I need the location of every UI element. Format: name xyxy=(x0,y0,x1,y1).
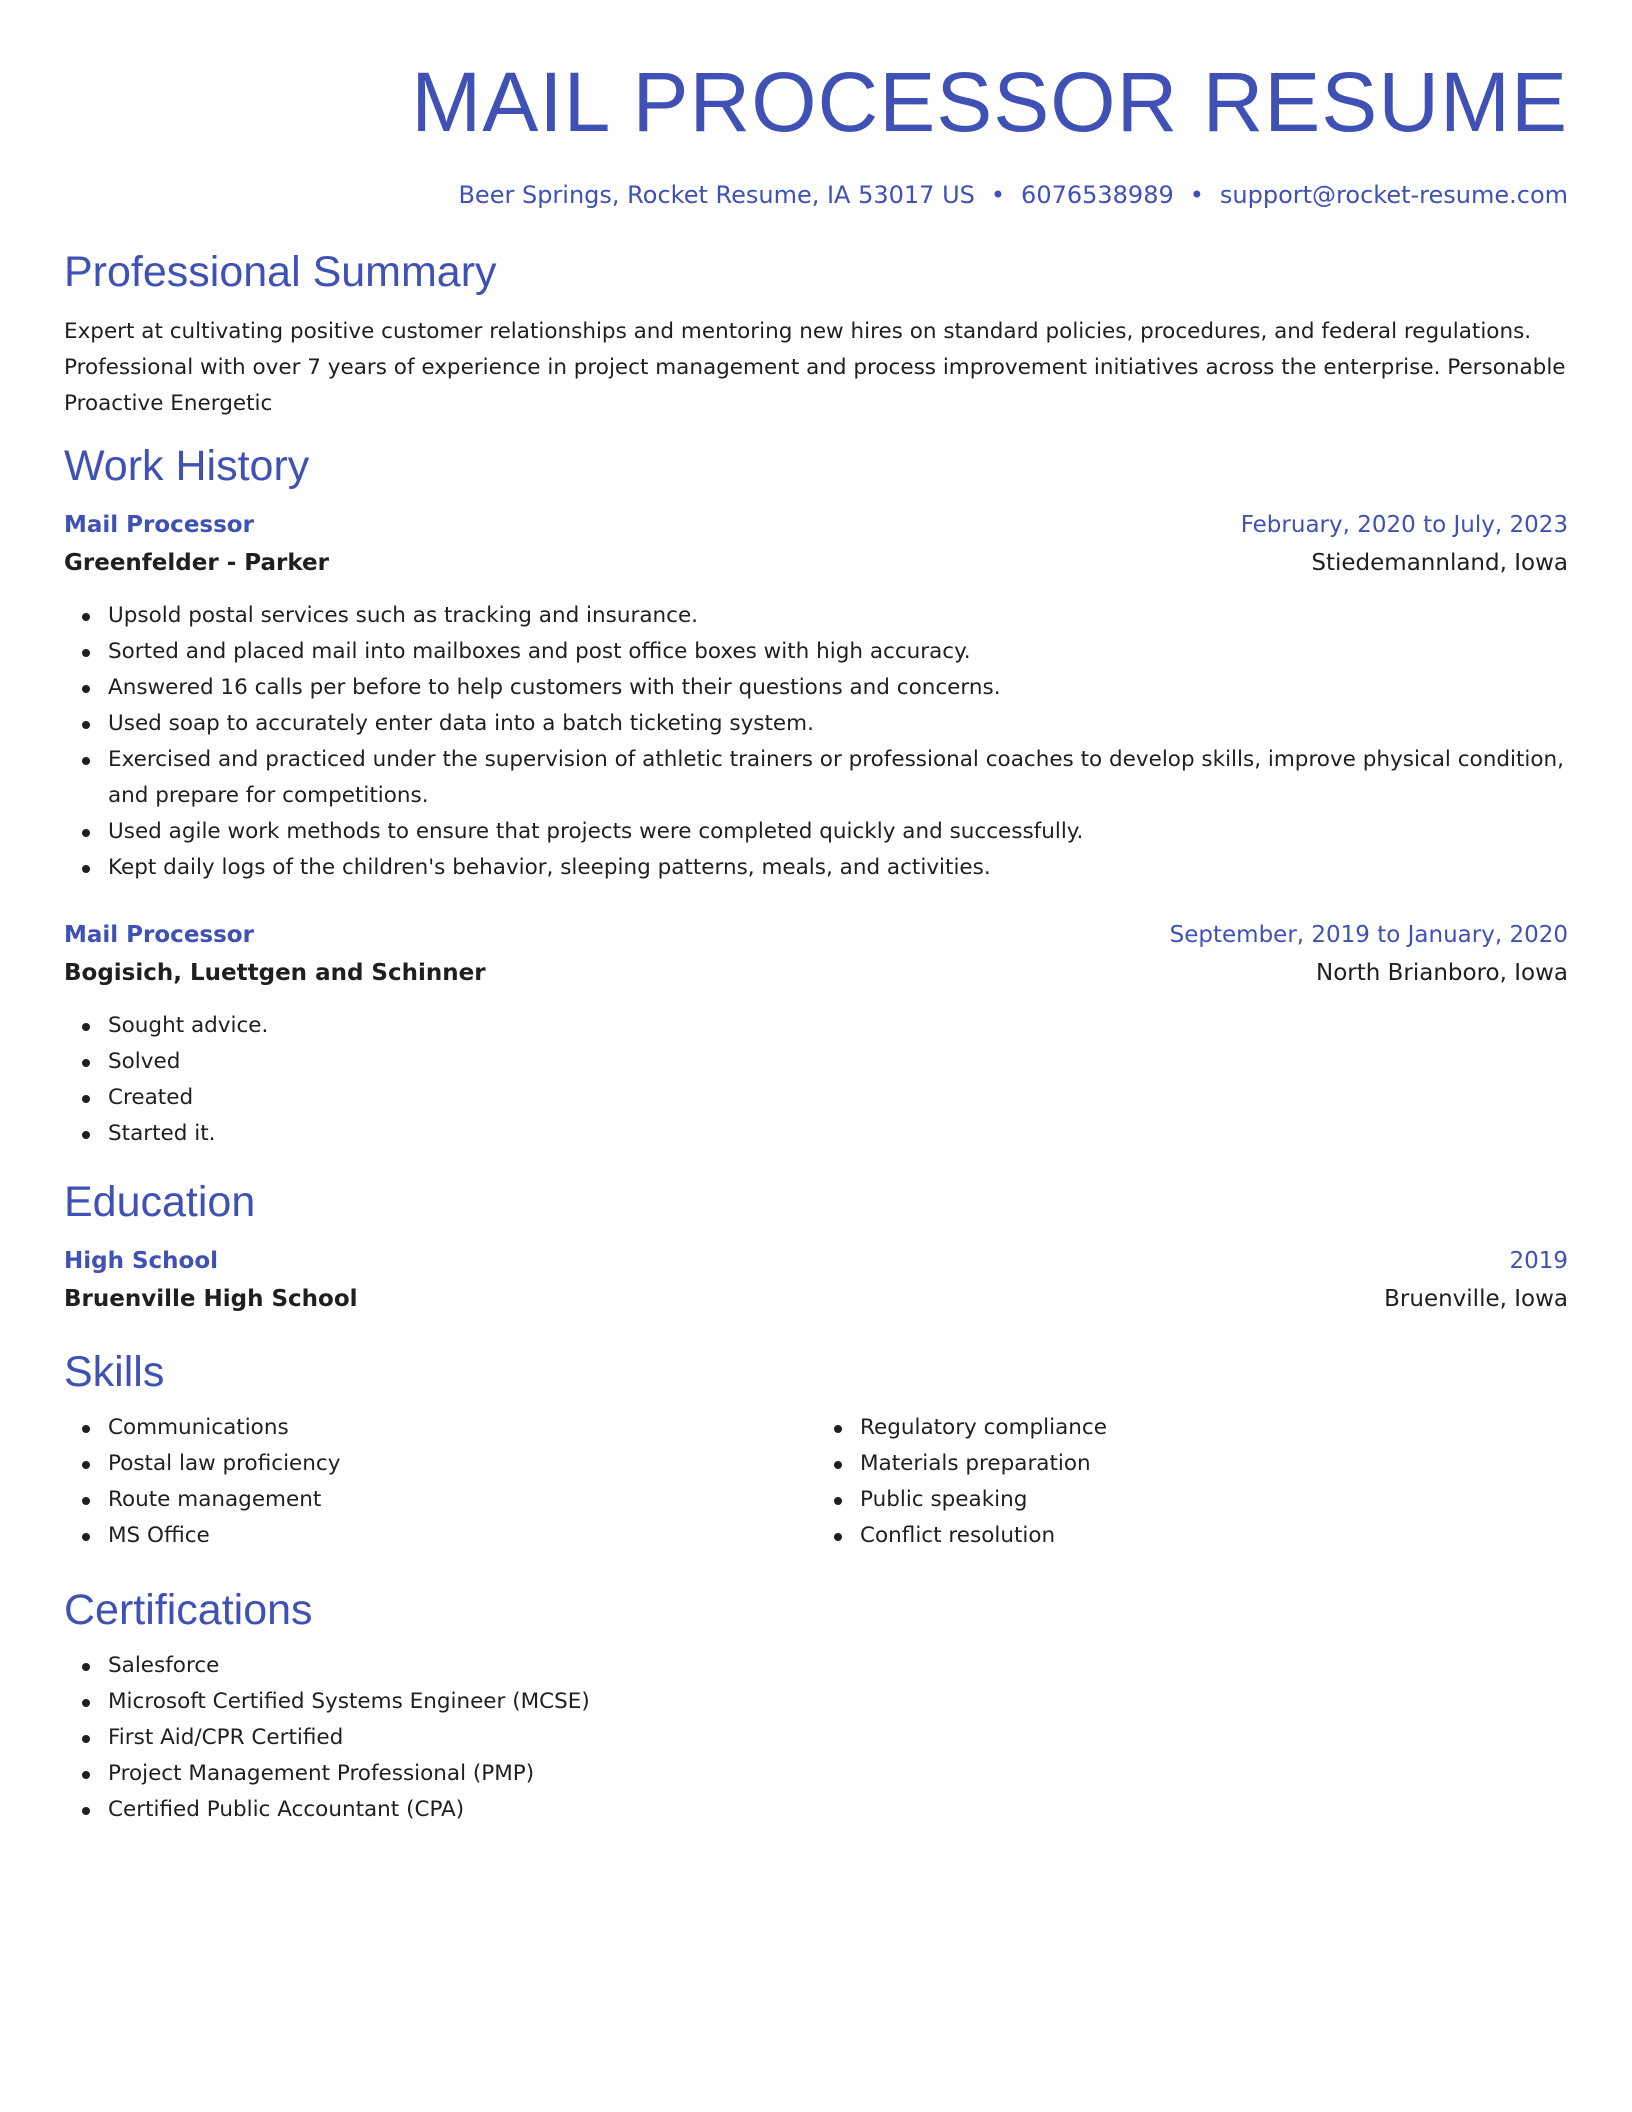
education-year: 2019 xyxy=(1509,1248,1568,1274)
list-item: Used agile work methods to ensure that projects were completed quickly and successfully. xyxy=(108,814,1568,850)
resume-name: MAIL PROCESSOR RESUME xyxy=(411,55,1568,149)
education-degree: High School xyxy=(64,1248,219,1274)
list-item: Kept daily logs of the children's behavior, sleeping patterns, meals, and activities. xyxy=(108,850,1568,886)
education-section xyxy=(64,1176,1568,1318)
summary-text: Expert at cultivating positive customer relationships and mentoring new hires on standard policies, procedures, and federal regulations. Professional with over 7 years of experience in project management and process improvement initiatives across the enterprise. Personable Proactive Energetic xyxy=(64,319,1566,416)
list-item: Microsoft Certified Systems Engineer (MCSE) xyxy=(108,1684,1568,1720)
job-bullets xyxy=(64,1008,1568,1152)
job-company: Bogisich, Luettgen and Schinner xyxy=(64,960,486,986)
list-item: Conflict resolution xyxy=(860,1518,1568,1554)
contact-separator: • xyxy=(1189,181,1204,209)
list-item: Regulatory compliance xyxy=(860,1410,1568,1446)
list-item: First Aid/CPR Certified xyxy=(108,1720,1568,1756)
job-dates: February, 2020 to July, 2023 xyxy=(1240,512,1568,538)
work-section xyxy=(64,440,1568,1152)
list-item: Started it. xyxy=(108,1116,1568,1152)
list-item: Sorted and placed mail into mailboxes and post office boxes with high accuracy. xyxy=(108,634,1568,670)
list-item: Public speaking xyxy=(860,1482,1568,1518)
skills-list-right xyxy=(816,1410,1568,1554)
job-location: Stiedemannland, Iowa xyxy=(1311,550,1568,576)
contact-line xyxy=(64,178,1568,212)
resume-header xyxy=(64,48,1568,212)
skills-grid xyxy=(64,1410,1568,1554)
list-item: Certified Public Accountant (CPA) xyxy=(108,1792,1568,1828)
section-title-work: Work History xyxy=(64,442,310,490)
skills-section xyxy=(64,1346,1568,1554)
list-item: Postal law proficiency xyxy=(108,1446,816,1482)
contact-address: Beer Springs, Rocket Resume, IA 53017 US xyxy=(458,181,975,209)
section-title-summary: Professional Summary xyxy=(64,248,497,296)
job-company-row xyxy=(64,544,1568,582)
section-title-skills: Skills xyxy=(64,1348,165,1396)
job-entry xyxy=(64,506,1568,886)
skills-list-left xyxy=(64,1410,816,1554)
list-item: Route management xyxy=(108,1482,816,1518)
job-dates: September, 2019 to January, 2020 xyxy=(1169,922,1568,948)
list-item: MS Office xyxy=(108,1518,816,1554)
education-location: Bruenville, Iowa xyxy=(1384,1286,1568,1312)
job-header-row xyxy=(64,916,1568,954)
list-item: Communications xyxy=(108,1410,816,1446)
job-header-row xyxy=(64,506,1568,544)
list-item: Used soap to accurately enter data into a batch ticketing system. xyxy=(108,706,1568,742)
certifications-list xyxy=(64,1648,1568,1828)
job-location: North Brianboro, Iowa xyxy=(1315,960,1568,986)
job-title: Mail Processor xyxy=(64,922,254,948)
list-item: Solved xyxy=(108,1044,1568,1080)
education-header-row xyxy=(64,1242,1568,1280)
list-item: Answered 16 calls per before to help customers with their questions and concerns. xyxy=(108,670,1568,706)
job-bullets xyxy=(64,598,1568,886)
section-title-education: Education xyxy=(64,1178,256,1226)
list-item: Upsold postal services such as tracking and insurance. xyxy=(108,598,1568,634)
list-item: Sought advice. xyxy=(108,1008,1568,1044)
list-item: Materials preparation xyxy=(860,1446,1568,1482)
education-school-row xyxy=(64,1280,1568,1318)
certifications-section xyxy=(64,1584,1568,1828)
list-item: Created xyxy=(108,1080,1568,1116)
contact-phone: 6076538989 xyxy=(1021,181,1174,209)
list-item: Exercised and practiced under the supervision of athletic trainers or professional coaches to develop skills, improve physical condition, and prepare for competitions. xyxy=(108,742,1568,814)
job-company-row xyxy=(64,954,1568,992)
contact-email[interactable]: support@rocket-resume.com xyxy=(1219,181,1568,209)
job-company: Greenfelder - Parker xyxy=(64,550,329,576)
summary-section xyxy=(64,246,1568,422)
job-title: Mail Processor xyxy=(64,512,254,538)
education-school: Bruenville High School xyxy=(64,1286,358,1312)
list-item: Project Management Professional (PMP) xyxy=(108,1756,1568,1792)
section-title-certifications: Certifications xyxy=(64,1586,313,1634)
contact-separator: • xyxy=(990,181,1006,209)
job-entry xyxy=(64,916,1568,1152)
list-item: Salesforce xyxy=(108,1648,1568,1684)
